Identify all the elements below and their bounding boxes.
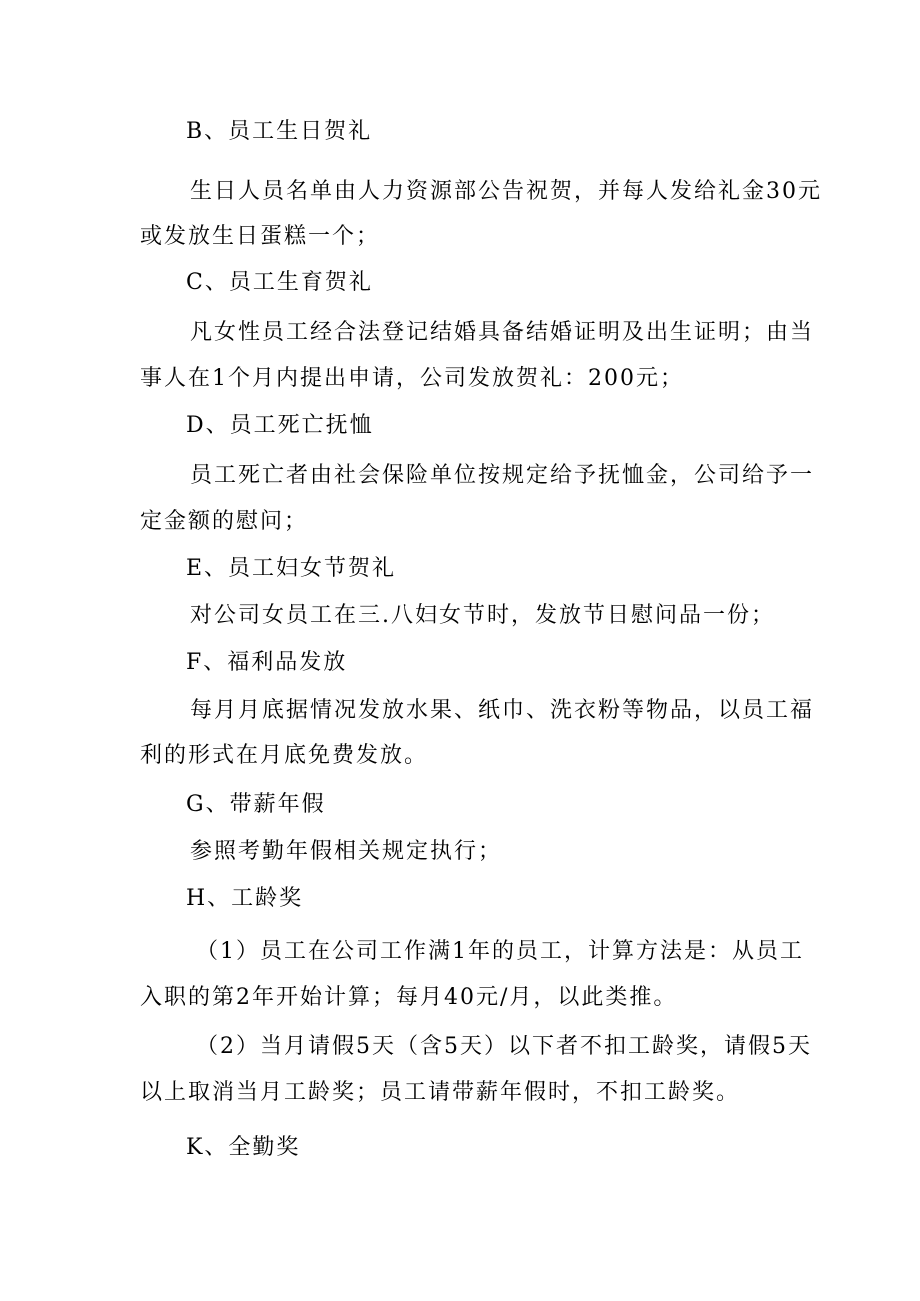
section-heading-welfare: F、福利品发放: [186, 650, 348, 675]
section-heading-death: D、员工死亡抚恤: [186, 413, 374, 438]
paragraph-line: （1）员工在公司工作满1年的员工，计算方法是：从员工: [196, 939, 804, 964]
paragraph-line: 事人在1个月内提出申请，公司发放贺礼：200元；: [140, 366, 684, 391]
paragraph-line: 参照考勤年假相关规定执行；: [190, 839, 503, 864]
paragraph-line: 每月月底据情况发放水果、纸巾、洗衣粉等物品，以员工福: [190, 698, 815, 723]
paragraph-line: 利的形式在月底免费发放。: [140, 743, 429, 768]
paragraph-line: 员工死亡者由社会保险单位按规定给予抚恤金，公司给予一: [190, 463, 815, 488]
paragraph-line: （2）当月请假5天（含5天）以下者不扣工龄奖，请假5天: [196, 1034, 812, 1059]
section-heading-womens-day: E、员工妇女节贺礼: [186, 556, 397, 581]
paragraph-line: 凡女性员工经合法登记结婚具备结婚证明及出生证明；由当: [190, 320, 815, 345]
paragraph-line: 生日人员名单由人力资源部公告祝贺，并每人发给礼金30元: [190, 179, 822, 204]
section-heading-attendance: K、全勤奖: [186, 1135, 301, 1160]
section-heading-childbirth: C、员工生育贺礼: [186, 270, 373, 295]
section-heading-birthday: B、员工生日贺礼: [186, 119, 373, 144]
section-heading-paid-leave: G、带薪年假: [186, 792, 326, 817]
paragraph-line: 对公司女员工在三.八妇女节时，发放节日慰问品一份；: [190, 603, 775, 628]
paragraph-line: 定金额的慰问；: [140, 509, 309, 534]
paragraph-line: 或发放生日蛋糕一个；: [140, 224, 381, 249]
section-heading-seniority: H、工龄奖: [186, 886, 304, 911]
paragraph-line: 入职的第2年开始计算；每月40元/月，以此类推。: [140, 985, 678, 1010]
paragraph-line: 以上取消当月工龄奖；员工请带薪年假时，不扣工龄奖。: [140, 1080, 741, 1105]
